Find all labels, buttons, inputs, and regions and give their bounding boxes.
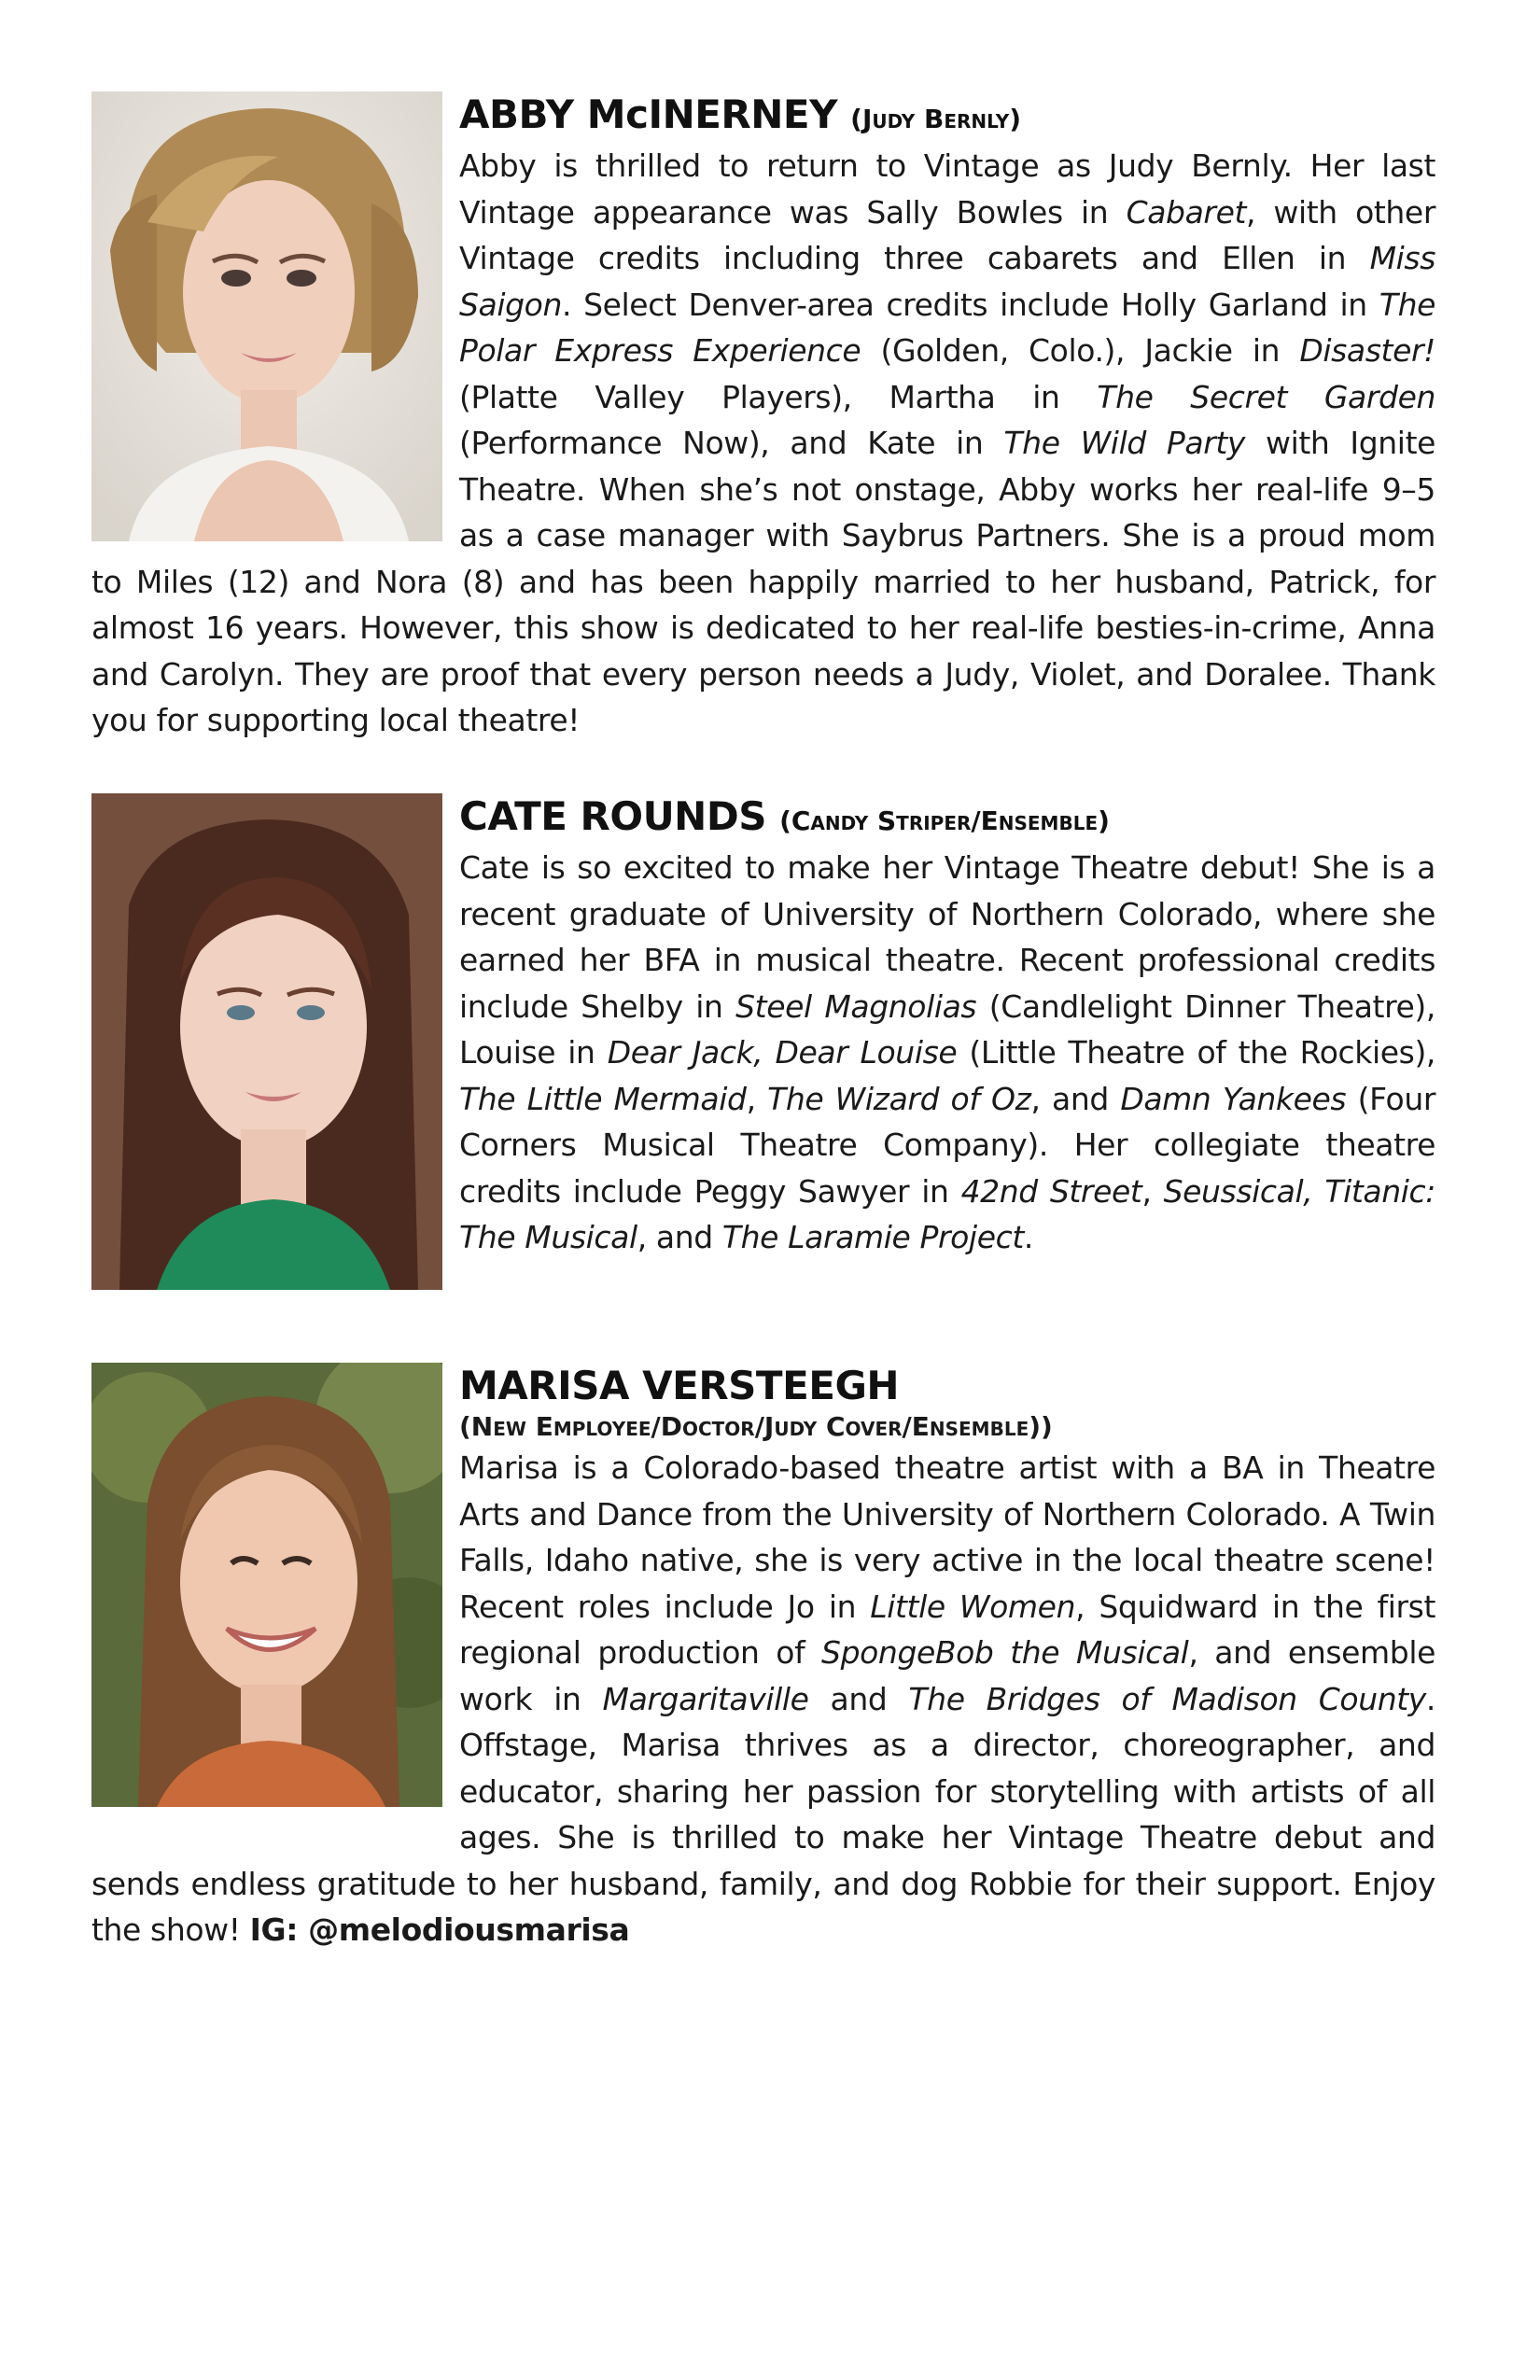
bio-cate-rounds <box>91 793 1435 1299</box>
headshot-marisa-photo <box>91 1363 442 1807</box>
bio-text-segment: . Offstage, Marisa thrives as a director, choreographer, and educator, sharing her passion for storytelling with artists of all ages. She is thrilled to make her Vintage Theatre debut and sends endless gratitude to her husband, family, and dog Robbie for their support. Enjoy the show! <box>91 1680 1435 1948</box>
production-title: The Bridges of Madison County <box>908 1680 1426 1717</box>
bio-text-segment: (Four Corners Musical Theatre Company). Her collegiate theatre credits include Peggy Sawyer in <box>459 1080 1436 1210</box>
bio-text-segment: with Ignite Theatre. When she’s not onstage, Abby works her real-life 9–5 as a case manager with Saybrus Partners. She is a proud mom to Miles (12) and Nora (8) and has been happily married to her husband, Patrick, for almost 16 years. However, this show is dedicated to her real-life besties-in-crime, Anna and Carolyn. They are proof that every person needs a Judy, Violet, and Doralee. Thank you for supporting local theatre! <box>91 425 1436 738</box>
bio-text-segment: , and <box>1030 1080 1121 1117</box>
bio-text-segment: and <box>808 1680 909 1717</box>
production-title: SpongeBob the Musical <box>821 1634 1189 1671</box>
bio-text-segment: , Squidward in the first regional production of <box>459 1588 1435 1671</box>
production-title: Steel Magnolias <box>735 987 977 1025</box>
bio-text-segment: , and <box>637 1219 722 1255</box>
bio-text-segment: (Candlelight Dinner Theatre), Louise in <box>459 987 1435 1071</box>
bio-text-segment: , and ensemble work in <box>459 1634 1436 1717</box>
headshot-cate-photo <box>91 793 442 1290</box>
role-label: (Judy Bernly) <box>850 104 1022 134</box>
social-handle: IG: @melodiousmarisa <box>249 1911 630 1948</box>
production-title: Seussical, Titanic: The Musical <box>459 1172 1435 1255</box>
production-title: The Little Mermaid <box>459 1080 747 1117</box>
bio-abby-mcinerney <box>91 91 1435 744</box>
bio-text-segment: Cate is so excited to make her Vintage Theatre debut! She is a recent graduate of University of Northern Colorado, where she earned her BFA in musical theatre. Recent professional credits include Shelby in <box>459 849 1435 1025</box>
bio-text-segment: (Performance Now), and Kate in <box>459 425 1004 461</box>
bio-text-segment: , <box>1141 1172 1164 1210</box>
performer-name: ABBY McINERNEY (Judy Bernly) <box>459 91 1022 137</box>
production-title: 42nd Street <box>960 1172 1142 1210</box>
headshot-abby-photo <box>91 91 442 541</box>
production-title: The Laramie Project <box>721 1219 1024 1255</box>
production-title: Little Women <box>870 1588 1076 1625</box>
bio-text-segment: (Platte Valley Players), Martha in <box>459 378 1098 415</box>
bio-text-segment: (Golden, Colo.), Jackie in <box>861 332 1300 369</box>
role-label: (Candy Striper/Ensemble) <box>779 805 1110 836</box>
production-title: Miss Saigon <box>459 240 1435 323</box>
performer-name: MARISA VERSTEEGH <box>459 1363 900 1408</box>
bio-text-segment: Marisa is a Colorado-based theatre artist with a BA in Theatre Arts and Dance from the University of Northern Colorado. A Twin Falls, Idaho native, she is very active in the local theatre scene! Recent roles include Jo in <box>459 1449 1435 1625</box>
production-title: Damn Yankees <box>1120 1080 1347 1117</box>
bio-text-segment: . <box>1023 1219 1033 1255</box>
performer-name: CATE ROUNDS (Candy Striper/Ensemble) <box>459 793 1110 839</box>
production-title: The Polar Express Experience <box>459 286 1435 369</box>
bio-text-segment: . Select Denver-area credits include Holly Garland in <box>562 286 1379 323</box>
bio-text-segment: , with other Vintage credits including three cabarets and Ellen in <box>459 193 1435 276</box>
production-title: Disaster! <box>1299 332 1435 369</box>
bio-marisa-versteegh <box>91 1363 1435 1953</box>
production-title: Cabaret <box>1126 193 1247 231</box>
production-title: Margaritaville <box>602 1680 809 1717</box>
bio-text-segment: , <box>746 1080 768 1117</box>
role-label: (New Employee/Doctor/Judy Cover/Ensemble)) <box>459 1411 1053 1442</box>
bio-text-segment: Abby is thrilled to return to Vintage as Judy Bernly. Her last Vintage appearance was Sally Bowles in <box>459 147 1435 231</box>
production-title: Dear Jack, Dear Louise <box>607 1034 958 1071</box>
production-title: The Wild Party <box>1003 425 1246 461</box>
bio-text-segment: (Little Theatre of the Rockies), <box>957 1034 1436 1071</box>
production-title: The Wizard of Oz <box>767 1080 1031 1117</box>
production-title: The Secret Garden <box>1097 378 1435 415</box>
